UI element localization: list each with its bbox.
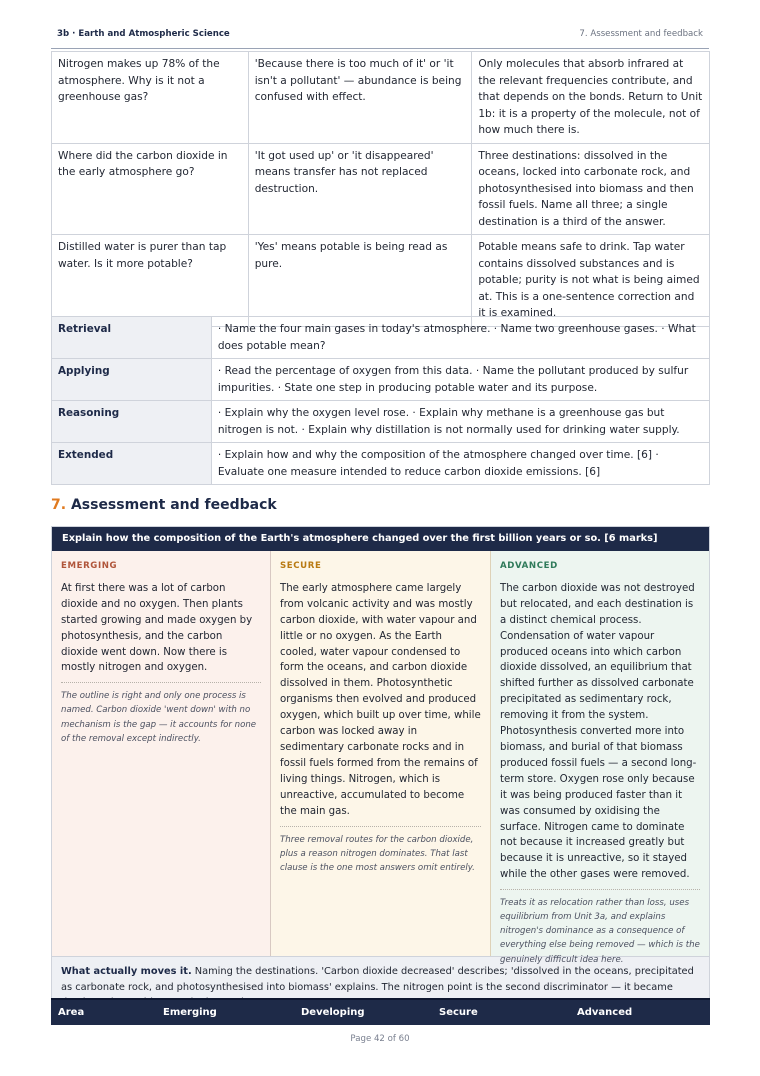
running-header (51, 29, 709, 43)
table-row (52, 443, 710, 485)
page-number: Page 42 of 60 (350, 1034, 410, 1044)
question-type-label: Reasoning (52, 401, 212, 443)
secure-column (271, 551, 491, 956)
assessment-panel (51, 526, 710, 1017)
emerging-column (52, 551, 271, 956)
misconceptions-table (51, 51, 710, 327)
misconception-question: Distilled water is purer than tap water. Is it more potable? (52, 235, 249, 327)
feedback-lead: What actually moves it. (61, 966, 192, 977)
question-type-label: Extended (52, 443, 212, 485)
question-type-text: · Explain how and why the composition of the atmosphere changed over time. [6] · Evaluate one measure intended to reduce carbon dioxide emissions. [6] (211, 443, 709, 485)
misconception-response: Potable means safe to drink. Tap water contains dissolved substances and is potable; purity is not what is being aimed at. This is a one-sentence correction and it is examined. (472, 235, 710, 327)
question-type-text: · Explain why the oxygen level rose. · Explain why methane is a greenhouse gas but nitrogen is not. · Explain why distillation is not normally used for drinking water supply. (211, 401, 709, 443)
secure-note: Three removal routes for the carbon dioxide, plus a reason nitrogen dominates. That last clause is the one most answers omit entirely. (280, 826, 481, 875)
emerging-note: The outline is right and only one process is named. Carbon dioxide 'went down' with no mechanism is the gap — it accounts for none of the removal except indirectly. (61, 682, 261, 745)
table-row (52, 359, 710, 401)
secure-label: SECURE (280, 561, 322, 571)
question-type-text: · Name the four main gases in today's atmosphere. · Name two greenhouse gases. · What does potable mean? (211, 317, 709, 359)
rubric-header-cell: Advanced (577, 1007, 633, 1018)
header-rule (51, 48, 709, 49)
misconception-error: 'Yes' means potable is being read as pure. (248, 235, 472, 327)
emerging-label: EMERGING (61, 561, 118, 571)
misconception-question: Where did the carbon dioxide in the early atmosphere go? (52, 143, 249, 235)
question-type-label: Retrieval (52, 317, 212, 359)
header-unit-title: 3b · Earth and Atmospheric Science (57, 29, 230, 39)
question-type-label: Applying (52, 359, 212, 401)
rubric-header-cell: Developing (301, 1007, 365, 1018)
misconception-response: Only molecules that absorb infrared at the relevant frequencies contribute, and that depends on the bonds. Return to Unit 1b: it is a property of the molecule, not of how much there is. (472, 52, 710, 144)
rubric-header-cell: Area (58, 1007, 85, 1018)
answer-columns (52, 551, 709, 965)
secure-answer: The early atmosphere came largely from volcanic activity and was mostly carbon dioxide, with water vapour and little or no oxygen. As the Earth cooled, water vapour condensed to form the oceans, and carbon dioxide dissolved in them. Photosynthetic organisms then evolved and produced oxygen, which built up over time, while carbon was locked away in sedimentary carbonate rocks and in fossil fuels formed from the remains of living things. Nitrogen, which is unreactive, accumulated to become the main gas. (280, 582, 481, 817)
misconception-error: 'Because there is too much of it' or 'it isn't a pollutant' — abundance is being confused with effect. (248, 52, 472, 144)
advanced-column (491, 551, 709, 965)
section-number: 7. (51, 497, 67, 513)
misconception-error: 'It got used up' or 'it disappeared' means transfer has not replaced destruction. (248, 143, 472, 235)
assessment-question: Explain how the composition of the Earth's atmosphere changed over the first billion years or so. [6 marks] (52, 527, 709, 551)
table-row (52, 401, 710, 443)
misconception-question: Nitrogen makes up 78% of the atmosphere. Why is it not a greenhouse gas? (52, 52, 249, 144)
question-types-table (51, 316, 710, 485)
section-heading (51, 497, 277, 513)
emerging-answer: At first there was a lot of carbon dioxide and no oxygen. Then plants started growing and made oxygen by photosynthesis, and the carbon dioxide went down. Now there is mostly nitrogen and oxygen. (61, 582, 253, 674)
rubric-table-header (51, 998, 710, 1025)
feedback-text: Naming the destinations. 'Carbon dioxide decreased' describes; 'dissolved in the oceans, precipitated as carbonate rock, and photosynthesised into biomass' explains. The nitrogen point is the second discriminator — it became (61, 966, 694, 993)
advanced-answer: The carbon dioxide was not destroyed but relocated, and each destination is a distinct chemical process. Condensation of water vapour produced oceans into which carbon dioxide dissolved, an equilibrium that shifted further as dissolved carbonate precipitated as sedimentary rock, removing it from the system. Photosynthesis converted more into biomass, and burial of that biomass produced fossil fuels — a second long-term store. Oxygen rose only because it was being produced faster than it was consumed by oxidising the surface. Nitrogen came to dominate not because it increased greatly but because it is unreactive, so it stayed while the other gases were removed. (500, 582, 697, 881)
misconception-response: Three destinations: dissolved in the oceans, locked into carbonate rock, and photosynthesised into biomass and then fossil fuels. Name all three; a single destination is a third of the answer. (472, 143, 710, 235)
advanced-label: ADVANCED (500, 561, 558, 571)
table-row (52, 317, 710, 359)
rubric-header-cell: Emerging (163, 1007, 217, 1018)
section-title: Assessment and feedback (70, 497, 277, 513)
rubric-header-cell: Secure (439, 1007, 478, 1018)
table-row (52, 52, 710, 144)
question-type-text: · Read the percentage of oxygen from this data. · Name the pollutant produced by sulfur impurities. · State one step in producing potable water and its purpose. (211, 359, 709, 401)
table-row (52, 143, 710, 235)
table-row (52, 235, 710, 327)
header-section-title: 7. Assessment and feedback (579, 29, 703, 39)
advanced-note: Treats it as relocation rather than loss, uses equilibrium from Unit 3a, and explains nitrogen's dominance as a consequence of everything else being removed — which is the genuinely difficult idea here. (500, 889, 700, 966)
